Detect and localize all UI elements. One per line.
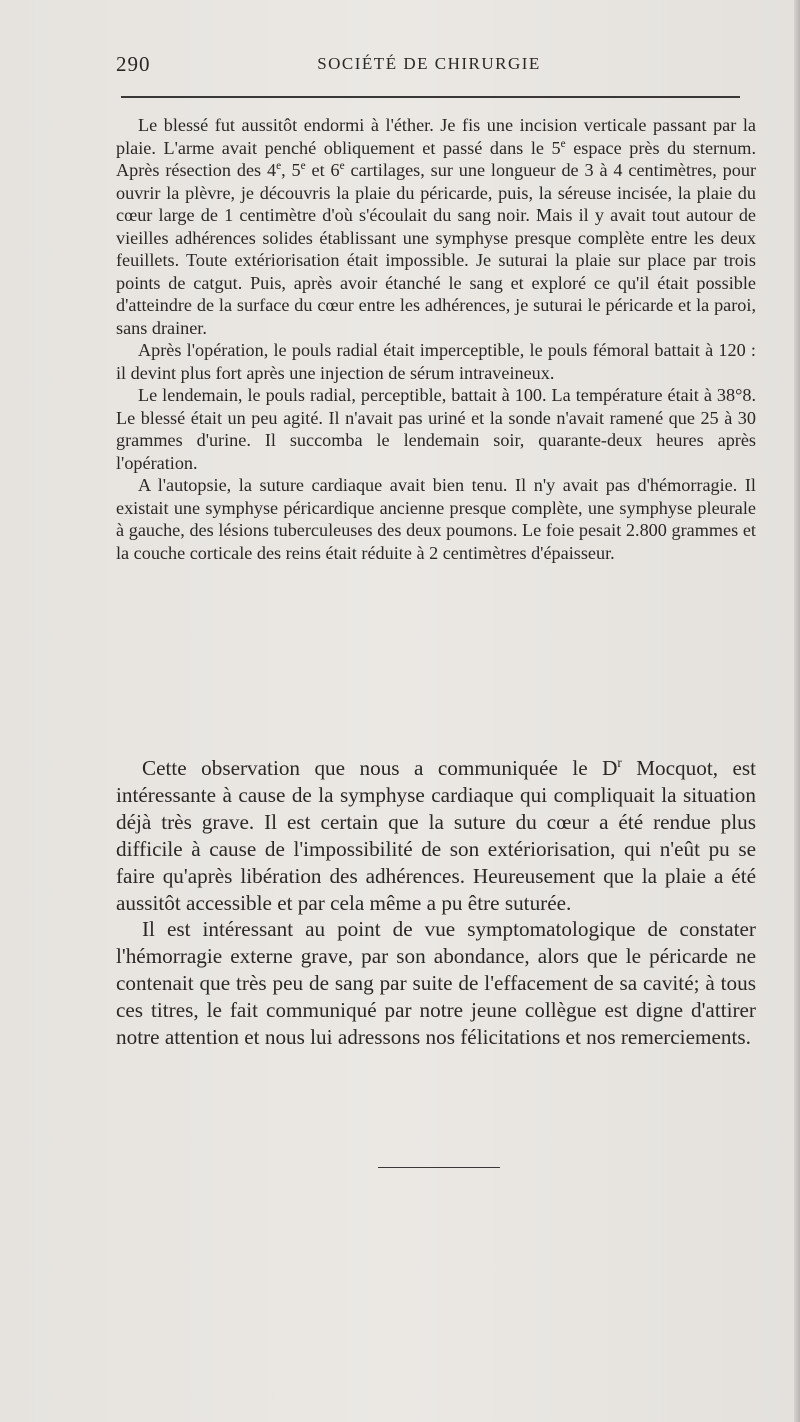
observation-text xyxy=(116,114,756,564)
commentary-paragraph-1: Cette observation que nous a communiquée le $D^r$ Mocquot, est intéressante à cause de la symphyse cardiaque qui compliquait la situation déjà très grave. Il est certain que la suture du cœur a été rendue plus difficile à cause de l'impossibilité de son extériorisation, qui n'eût pu se faire qu'après libération des adhérences. Heureusement que la plaie a été aussitôt accessible et par cela même a pu être suturée. xyxy=(116,754,756,915)
commentary-paragraph-2: Il est intéressant au point de vue symptomatologique de constater l'hémorragie externe grave, par son abondance, alors que le péricarde ne contenait que très peu de sang par suite de l'effacement de sa cavité; à tous ces titres, le fait communiqué par notre jeune collègue est digne d'attirer notre attention et nous lui adressons nos félicitations et nos remerciements. xyxy=(116,917,756,1050)
page-number: 290 xyxy=(116,52,151,76)
observation-paragraph-4: A l'autopsie, la suture cardiaque avait bien tenu. Il n'y avait pas d'hémorragie. Il existait une symphyse péricardique ancienne presque complète, une symphyse pleurale à gauche, des lésions tuberculeuses des deux poumons. Le foie pesait 2.800 grammes et la couche corticale des reins était réduite à 2 centimètres d'épaisseur. xyxy=(116,475,756,563)
running-title: SOCIÉTÉ DE CHIRURGIE xyxy=(317,54,541,73)
observation-paragraph-1: Le blessé fut aussitôt endormi à l'éther. Je fis une incision verticale passant par la plaie. L'arme avait penché obliquement et passé dans le 5e espace près du sternum. Après résection des 4e, 5e et 6e cartilages, sur une longueur de 3 à 4 centimètres, pour ouvrir la plèvre, je découvris la plaie du péricarde, puis, la séreuse incisée, la plaie du cœur large de 1 centimètre d'où s'écoulait du sang noir. Mais il y avait tout autour de vieilles adhérences solides établissant une symphyse presque complète entre les deux feuillets. Toute extériorisation était impossible. Je suturai la plaie sur place par trois points de catgut. Puis, après avoir étanché le sang et exploré ce qu'il était possible d'atteindre de la surface du cœur entre les adhérences, je suturai le péricarde et la paroi, sans drainer. xyxy=(116,115,757,338)
commentary-text xyxy=(116,755,756,1051)
observation-paragraph-2: Après l'opération, le pouls radial était imperceptible, le pouls fémoral battait à 120 : il devint plus fort après une injection de sérum intraveineux. xyxy=(116,340,756,383)
page-edge-shadow xyxy=(794,0,800,1422)
page-header xyxy=(116,52,742,82)
header-rule xyxy=(121,96,740,98)
observation-paragraph-3: Le lendemain, le pouls radial, perceptible, battait à 100. La température était à 38°8. Le blessé était un peu agité. Il n'avait pas uriné et la sonde n'avait ramené que 25 à 30 grammes d'urine. Il succomba le lendemain soir, quarante-deux heures après l'opération. xyxy=(116,385,756,473)
end-rule xyxy=(378,1167,500,1168)
